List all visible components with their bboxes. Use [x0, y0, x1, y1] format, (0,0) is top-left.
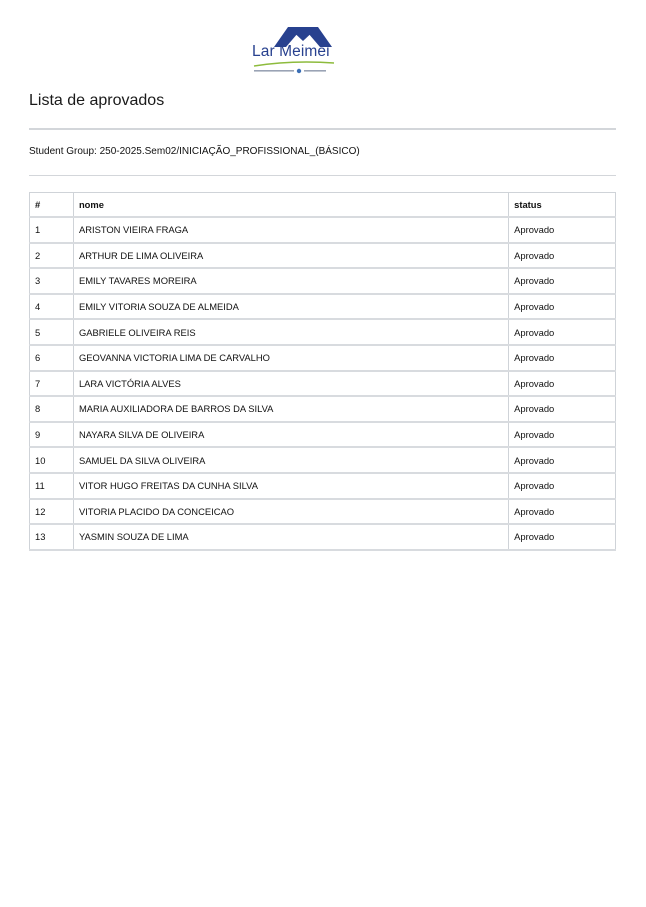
row-nome: GABRIELE OLIVEIRA REIS: [73, 319, 508, 345]
row-status: Aprovado: [509, 396, 616, 422]
row-status: Aprovado: [509, 524, 616, 550]
row-number: 1: [30, 217, 74, 243]
row-status: Aprovado: [509, 422, 616, 448]
table-row: [30, 243, 616, 269]
row-status: Aprovado: [509, 268, 616, 294]
row-nome: NAYARA SILVA DE OLIVEIRA: [73, 422, 508, 448]
row-nome: ARTHUR DE LIMA OLIVEIRA: [73, 243, 508, 269]
logo-swoosh-icon: [252, 60, 336, 68]
row-nome: YASMIN SOUZA DE LIMA: [73, 524, 508, 550]
table-row: [30, 524, 616, 550]
table-row: [30, 473, 616, 499]
row-nome: EMILY VITORIA SOUZA DE ALMEIDA: [73, 294, 508, 320]
table-row: [30, 422, 616, 448]
row-status: Aprovado: [509, 319, 616, 345]
row-status: Aprovado: [509, 217, 616, 243]
row-status: Aprovado: [509, 243, 616, 269]
student-group-label: Student Group: 250-2025.Sem02/INICIAÇÃO_PROFISSIONAL_(BÁSICO): [29, 146, 360, 157]
table-row: [30, 217, 616, 243]
column-header-number: #: [30, 193, 74, 218]
row-nome: GEOVANNA VICTORIA LIMA DE CARVALHO: [73, 345, 508, 371]
page-title: Lista de aprovados: [29, 92, 165, 109]
row-number: 9: [30, 422, 74, 448]
row-number: 11: [30, 473, 74, 499]
logo-tagline-graphic: [252, 68, 336, 74]
row-nome: ARISTON VIEIRA FRAGA: [73, 217, 508, 243]
table-row: [30, 396, 616, 422]
row-nome: EMILY TAVARES MOREIRA: [73, 268, 508, 294]
row-number: 7: [30, 371, 74, 397]
row-status: Aprovado: [509, 345, 616, 371]
divider: [29, 175, 616, 176]
row-number: 5: [30, 319, 74, 345]
column-header-nome: nome: [73, 193, 508, 218]
table-row: [30, 371, 616, 397]
table-row: [30, 345, 616, 371]
table-row: [30, 294, 616, 320]
row-status: Aprovado: [509, 371, 616, 397]
lar-meimei-logo: [252, 27, 336, 75]
row-nome: MARIA AUXILIADORA DE BARROS DA SILVA: [73, 396, 508, 422]
row-number: 13: [30, 524, 74, 550]
row-nome: LARA VICTÓRIA ALVES: [73, 371, 508, 397]
row-number: 6: [30, 345, 74, 371]
approved-list-table: [29, 192, 616, 551]
row-status: Aprovado: [509, 294, 616, 320]
row-status: Aprovado: [509, 447, 616, 473]
row-number: 10: [30, 447, 74, 473]
row-number: 8: [30, 396, 74, 422]
row-nome: SAMUEL DA SILVA OLIVEIRA: [73, 447, 508, 473]
row-nome: VITORIA PLACIDO DA CONCEICAO: [73, 499, 508, 525]
divider: [29, 128, 616, 130]
row-number: 2: [30, 243, 74, 269]
row-nome: VITOR HUGO FREITAS DA CUNHA SILVA: [73, 473, 508, 499]
table-row: [30, 319, 616, 345]
logo-text: Lar Meimei: [252, 43, 330, 60]
row-number: 4: [30, 294, 74, 320]
row-number: 3: [30, 268, 74, 294]
table-row: [30, 268, 616, 294]
table-row: [30, 499, 616, 525]
table-header-row: [30, 193, 616, 218]
column-header-status: status: [509, 193, 616, 218]
row-status: Aprovado: [509, 499, 616, 525]
row-number: 12: [30, 499, 74, 525]
table-row: [30, 447, 616, 473]
row-status: Aprovado: [509, 473, 616, 499]
